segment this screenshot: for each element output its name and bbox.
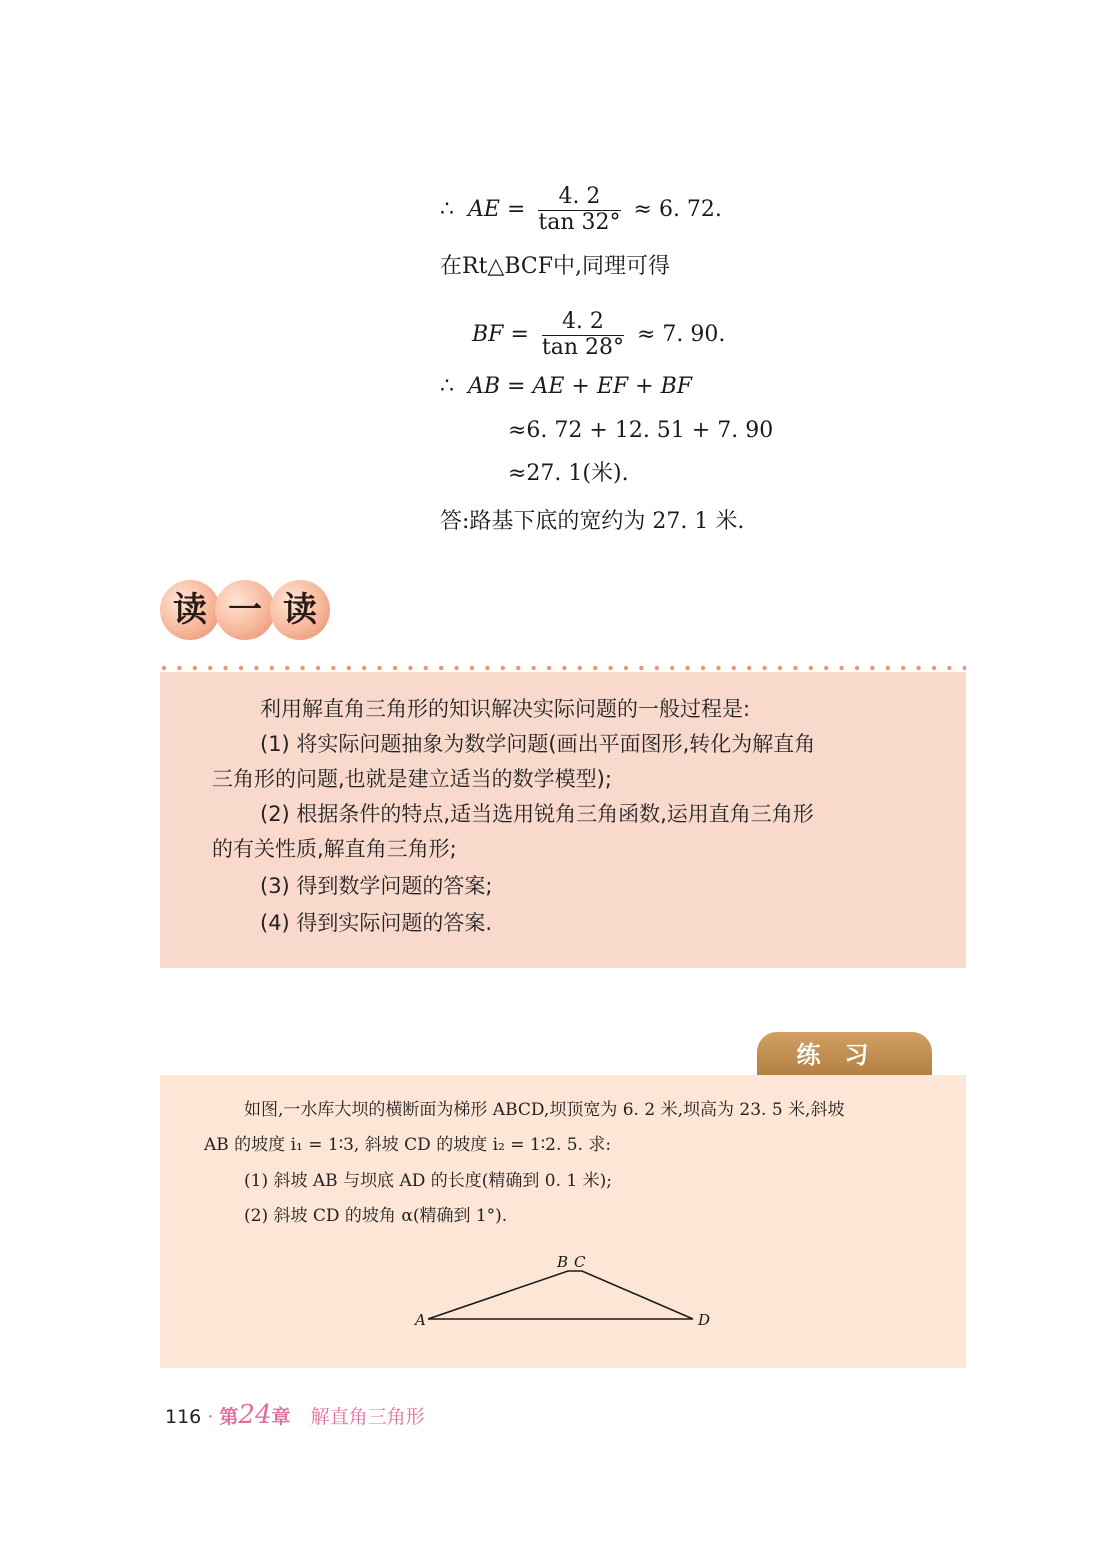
divider-dot (824, 666, 828, 670)
chapter-number: 24 (238, 1400, 272, 1430)
solution-line-sum: ≈6. 72 + 12. 51 + 7. 90 (508, 418, 774, 443)
divider-dot (839, 666, 843, 670)
divider-dot (855, 666, 859, 670)
label-a: A (415, 1311, 426, 1329)
divider-dot (870, 666, 874, 670)
read-box (160, 672, 966, 968)
divider-dot (762, 666, 766, 670)
divider-dot (747, 666, 751, 670)
solution-line-total: ≈27. 1(米). (508, 461, 629, 486)
divider-dot (716, 666, 720, 670)
divider-dot (393, 666, 397, 670)
fraction-denominator: tan 32° (538, 210, 621, 235)
solution-line-bf (472, 310, 725, 360)
trapezoid-outline (428, 1271, 693, 1319)
divider-dot (963, 666, 966, 670)
divider-dot (778, 666, 782, 670)
divider-dot (439, 666, 443, 670)
chapter-prefix: 第 (219, 1406, 239, 1428)
therefore-symbol: ∴ (440, 197, 454, 222)
practice-box (160, 1075, 966, 1368)
trapezoid-figure (160, 1075, 966, 1368)
practice-line-1: 如图,一水库大坝的横断面为梯形 ABCD,坝顶宽为 6. 2 米,坝高为 23. 5 米,斜坡 (244, 1100, 845, 1120)
divider-dot (239, 666, 243, 670)
read-line-5: 的有关性质,解直角三角形; (212, 837, 457, 861)
lhs-bf: BF (472, 322, 504, 347)
footer-separator: · (207, 1406, 214, 1428)
practice-line-3: (1) 斜坡 AB 与坝底 AD 的长度(精确到 0. 1 米); (244, 1171, 613, 1191)
divider-dot (485, 666, 489, 670)
chapter-title: 解直角三角形 (310, 1406, 425, 1428)
fraction-numerator: 4. 2 (542, 310, 624, 336)
divider-dot (701, 666, 705, 670)
equals: = (506, 197, 526, 222)
practice-line-2: AB 的坡度 i₁ = 1∶3, 斜坡 CD 的坡度 i₂ = 1∶2. 5. 求: (204, 1135, 612, 1155)
divider-dot (223, 666, 227, 670)
divider-dot (608, 666, 612, 670)
read-header-char-1: 读 (160, 580, 220, 640)
divider-dot (793, 666, 797, 670)
divider-dot (578, 666, 582, 670)
equals: = (510, 322, 529, 347)
divider-dot (316, 666, 320, 670)
divider-dot (193, 666, 197, 670)
divider-dot (177, 666, 181, 670)
divider-dot (901, 666, 905, 670)
divider-dot (470, 666, 474, 670)
divider-dot (162, 666, 166, 670)
read-line-1: 利用解直角三角形的知识解决实际问题的一般过程是: (260, 697, 751, 721)
divider-dot (916, 666, 920, 670)
divider-dot (270, 666, 274, 670)
label-c: C (574, 1253, 586, 1271)
read-line-4: (2) 根据条件的特点,适当选用锐角三角函数,运用直角三角形 (260, 802, 814, 826)
read-header-char-3: 读 (270, 580, 330, 640)
result-ae: ≈ 6. 72. (633, 197, 722, 222)
divider-dot (501, 666, 505, 670)
read-line-2: (1) 将实际问题抽象为数学问题(画出平面图形,转化为解直角 (260, 732, 816, 756)
divider-dot (886, 666, 890, 670)
divider-dot (655, 666, 659, 670)
divider-dot (685, 666, 689, 670)
expr-ab: AB = AE + EF + BF (468, 374, 693, 399)
divider-dot (331, 666, 335, 670)
practice-line-4: (2) 斜坡 CD 的坡角 α(精确到 1°). (244, 1206, 508, 1226)
read-section-header (160, 580, 330, 642)
divider-dot (362, 666, 366, 670)
divider-dot (254, 666, 258, 670)
chapter-suffix: 章 (271, 1406, 291, 1428)
fraction-numerator: 4. 2 (538, 185, 620, 211)
dotted-divider (160, 664, 966, 672)
divider-dot (639, 666, 643, 670)
solution-line-ab (440, 372, 692, 402)
divider-dot (593, 666, 597, 670)
divider-dot (408, 666, 412, 670)
fraction-ae (538, 185, 620, 235)
solution-line-ae (440, 185, 722, 235)
label-d: D (698, 1311, 711, 1329)
divider-dot (547, 666, 551, 670)
divider-dot (347, 666, 351, 670)
read-line-6: (3) 得到数学问题的答案; (260, 874, 493, 898)
fraction-bf (542, 310, 624, 360)
divider-dot (300, 666, 304, 670)
fraction-denominator: tan 28° (541, 335, 624, 360)
practice-tab: 练习 (757, 1032, 932, 1076)
result-bf: ≈ 7. 90. (637, 322, 726, 347)
read-line-7: (4) 得到实际问题的答案. (260, 911, 493, 935)
divider-dot (285, 666, 289, 670)
divider-dot (208, 666, 212, 670)
label-b: B (557, 1253, 569, 1271)
divider-dot (424, 666, 428, 670)
page-number: 116 (165, 1406, 202, 1428)
divider-dot (531, 666, 535, 670)
divider-dot (377, 666, 381, 670)
divider-dot (454, 666, 458, 670)
divider-dot (516, 666, 520, 670)
divider-dot (562, 666, 566, 670)
divider-dot (932, 666, 936, 670)
lhs-ae: AE (468, 197, 500, 222)
divider-dot (670, 666, 674, 670)
page-footer (165, 1400, 425, 1430)
read-line-3: 三角形的问题,也就是建立适当的数学模型); (212, 767, 612, 791)
divider-dot (809, 666, 813, 670)
solution-line-rt: 在Rt△BCF中,同理可得 (440, 254, 670, 279)
read-header-char-2: 一 (215, 580, 275, 640)
solution-answer: 答:路基下底的宽约为 27. 1 米. (440, 509, 745, 534)
divider-dot (732, 666, 736, 670)
therefore-symbol: ∴ (440, 374, 454, 399)
divider-dot (624, 666, 628, 670)
divider-dot (947, 666, 951, 670)
